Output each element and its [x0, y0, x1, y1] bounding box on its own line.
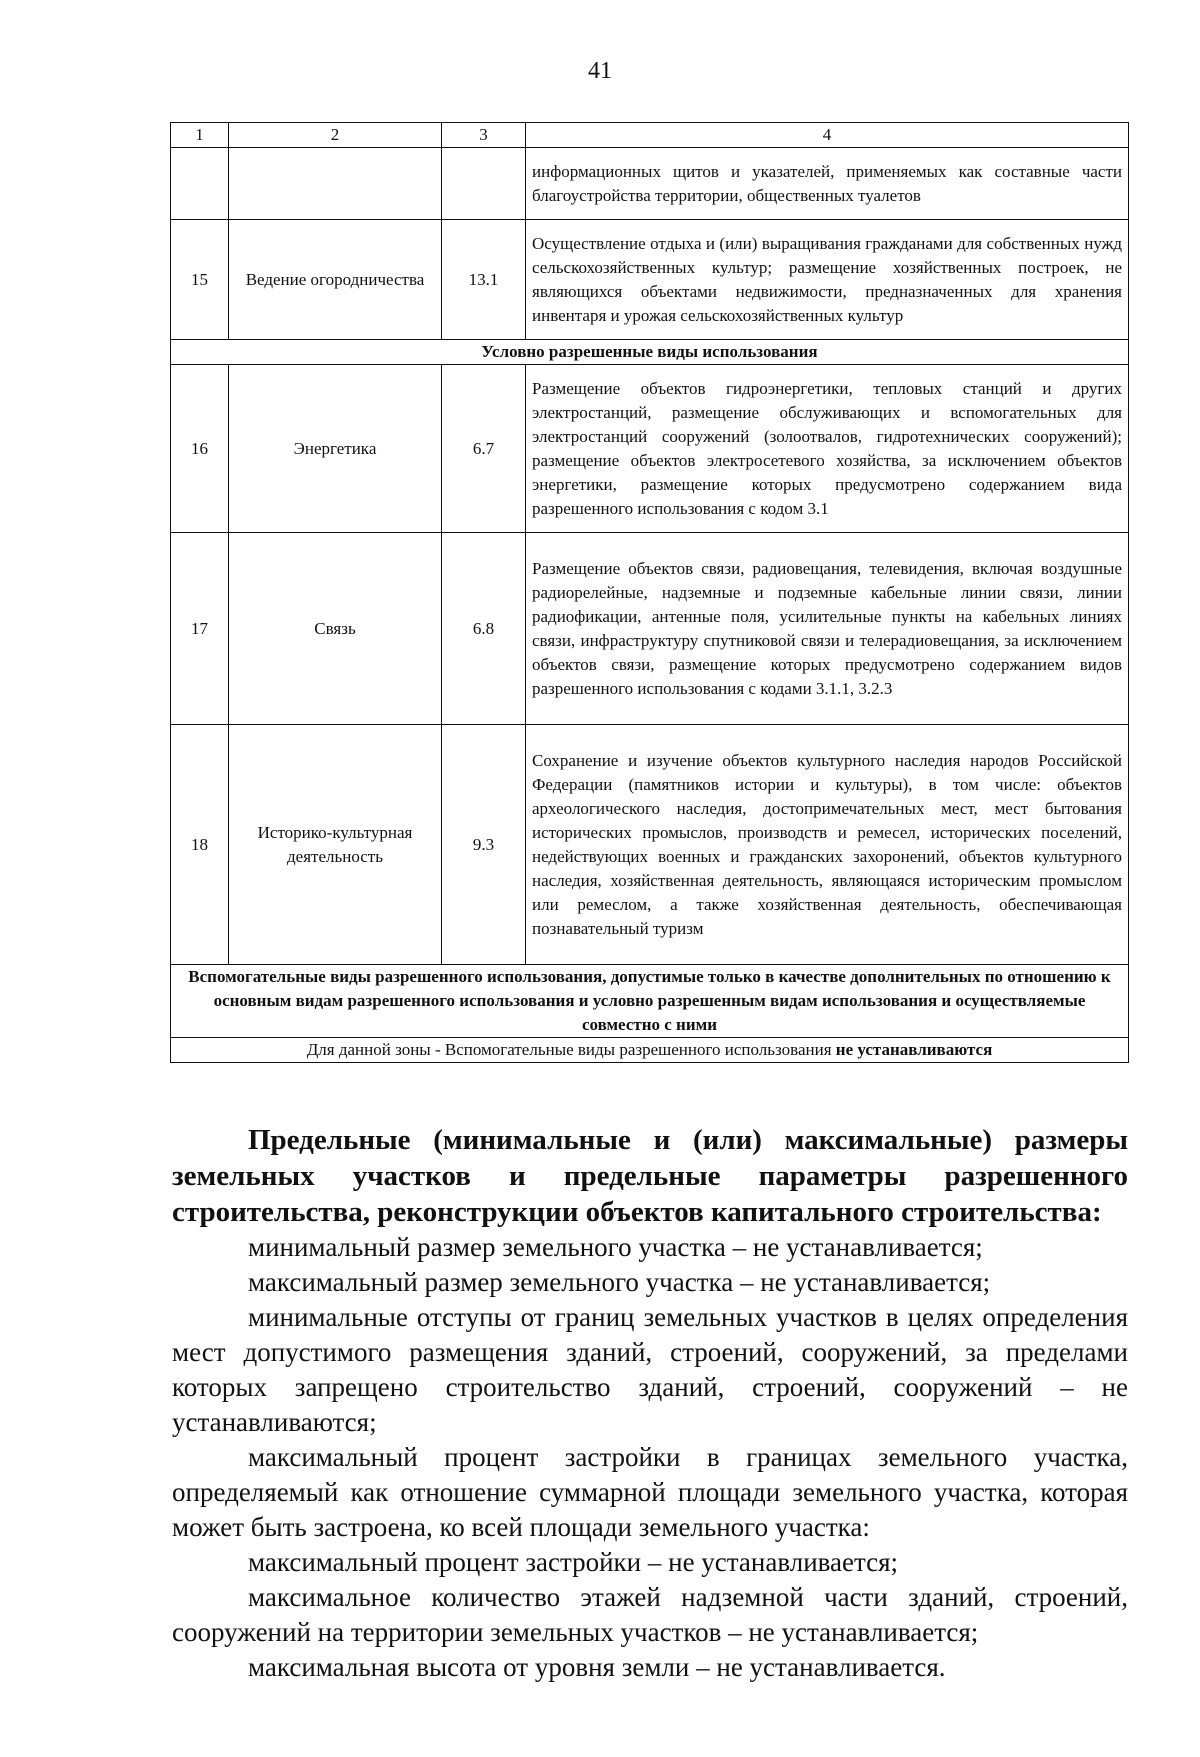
row-number: 15	[171, 220, 229, 340]
row-number: 17	[171, 533, 229, 725]
row-number	[171, 148, 229, 220]
auxiliary-note-text: Для данной зоны - Вспомогательные виды разрешенного использования	[306, 1040, 836, 1059]
page-number: 41	[588, 58, 612, 84]
header-col-2: 2	[229, 123, 442, 148]
table-row-15	[171, 220, 1129, 340]
table-row-18	[171, 725, 1129, 965]
use-type-description: Размещение объектов связи, радиовещания, телевидения, включая воздушные радиорелейные, надземные и подземные кабельные линии связи, линии радиофикации, антенные поля, усилительные пункты на кабельных линиях связи, инфраструктуру спутниковой связи и телерадиовещания, за исключением объектов связи, размещение которых предусмотрено содержанием видов разрешенного использования с кодами 3.1.1, 3.2.3	[526, 533, 1129, 725]
limit-item-max-floors: максимальное количество этажей надземной части зданий, строений, сооружений на территории земельных участков – не устанавливается;	[172, 1582, 1128, 1647]
use-type-name: Энергетика	[229, 365, 442, 533]
auxiliary-note	[171, 1038, 1129, 1063]
limit-item-setbacks: минимальные отступы от границ земельных участков в целях определения мест допустимого размещения зданий, строений, сооружений, за пределами которых запрещено строительство зданий, строений, сооружений – не устанавливаются;	[172, 1302, 1128, 1437]
limits-heading: Предельные (минимальные и (или) максимальные) размеры земельных участков и предельные параметры разрешенного строительства, реконструкции объектов капитального строительства:	[172, 1124, 1128, 1228]
use-type-name: Ведение огородничества	[229, 220, 442, 340]
use-type-name: Историко-культурная деятельность	[229, 725, 442, 965]
use-type-code	[442, 148, 526, 220]
row-number: 16	[171, 365, 229, 533]
section-heading-auxiliary: Вспомогательные виды разрешенного использования, допустимые только в качестве дополнительных по отношению к основным видам разрешенного использования и условно разрешенным видам использования и осуществляемые совместно с ними	[171, 965, 1129, 1038]
table-row-16	[171, 365, 1129, 533]
section-row-auxiliary	[171, 965, 1129, 1038]
header-col-1: 1	[171, 123, 229, 148]
use-type-description: Сохранение и изучение объектов культурного наследия народов Российской Федерации (памятников истории и культуры), в том числе: объектов археологического наследия, достопримечательных мест, мест бытования исторических промыслов, производств и ремесел, исторических поселений, недействующих военных и гражданских захоронений, объектов культурного наследия, хозяйственная деятельность, являющаяся историческим промыслом или ремеслом, а также хозяйственная деятельность, обеспечивающая познавательный туризм	[526, 725, 1129, 965]
table-row-17	[171, 533, 1129, 725]
auxiliary-note-emphasis: не устанавливаются	[835, 1040, 993, 1059]
use-type-code: 13.1	[442, 220, 526, 340]
use-type-description: Осуществление отдыха и (или) выращивания гражданами для собственных нужд сельскохозяйственных культур; размещение хозяйственных построек, не являющихся объектами недвижимости, предназначенных для хранения инвентаря и урожая сельскохозяйственных культур	[526, 220, 1129, 340]
table-row-continuation	[171, 148, 1129, 220]
limit-item-min-size: минимальный размер земельного участка – не устанавливается;	[248, 1232, 983, 1262]
auxiliary-note-row	[171, 1038, 1129, 1063]
section-row-conditional	[171, 340, 1129, 365]
limit-item-coverage-definition: максимальный процент застройки в границах земельного участка, определяемый как отношение суммарной площади земельного участка, которая может быть застроена, ко всей площади земельного участка:	[172, 1442, 1128, 1542]
use-type-code: 6.7	[442, 365, 526, 533]
plot-limits-section	[172, 1122, 1128, 1685]
use-type-code: 6.8	[442, 533, 526, 725]
use-type-description: Размещение объектов гидроэнергетики, тепловых станций и других электростанций, размещение обслуживающих и вспомогательных для электростанций сооружений (золоотвалов, гидротехнических сооружений); размещение объектов электросетевого хозяйства, за исключением объектов энергетики, размещение которых предусмотрено содержанием вида разрешенного использования с кодом 3.1	[526, 365, 1129, 533]
use-type-code: 9.3	[442, 725, 526, 965]
row-number: 18	[171, 725, 229, 965]
use-type-description: информационных щитов и указателей, применяемых как составные части благоустройства территории, общественных туалетов	[526, 148, 1129, 220]
limit-item-max-height: максимальная высота от уровня земли – не устанавливается.	[248, 1652, 946, 1682]
section-heading-conditional: Условно разрешенные виды использования	[171, 340, 1129, 365]
table-header-row	[171, 123, 1129, 148]
header-col-3: 3	[442, 123, 526, 148]
limit-item-max-coverage: максимальный процент застройки – не устанавливается;	[248, 1547, 899, 1577]
header-col-4: 4	[526, 123, 1129, 148]
land-use-table	[170, 122, 1129, 1063]
use-type-name: Связь	[229, 533, 442, 725]
use-type-name	[229, 148, 442, 220]
limit-item-max-size: максимальный размер земельного участка – не устанавливается;	[248, 1267, 991, 1297]
